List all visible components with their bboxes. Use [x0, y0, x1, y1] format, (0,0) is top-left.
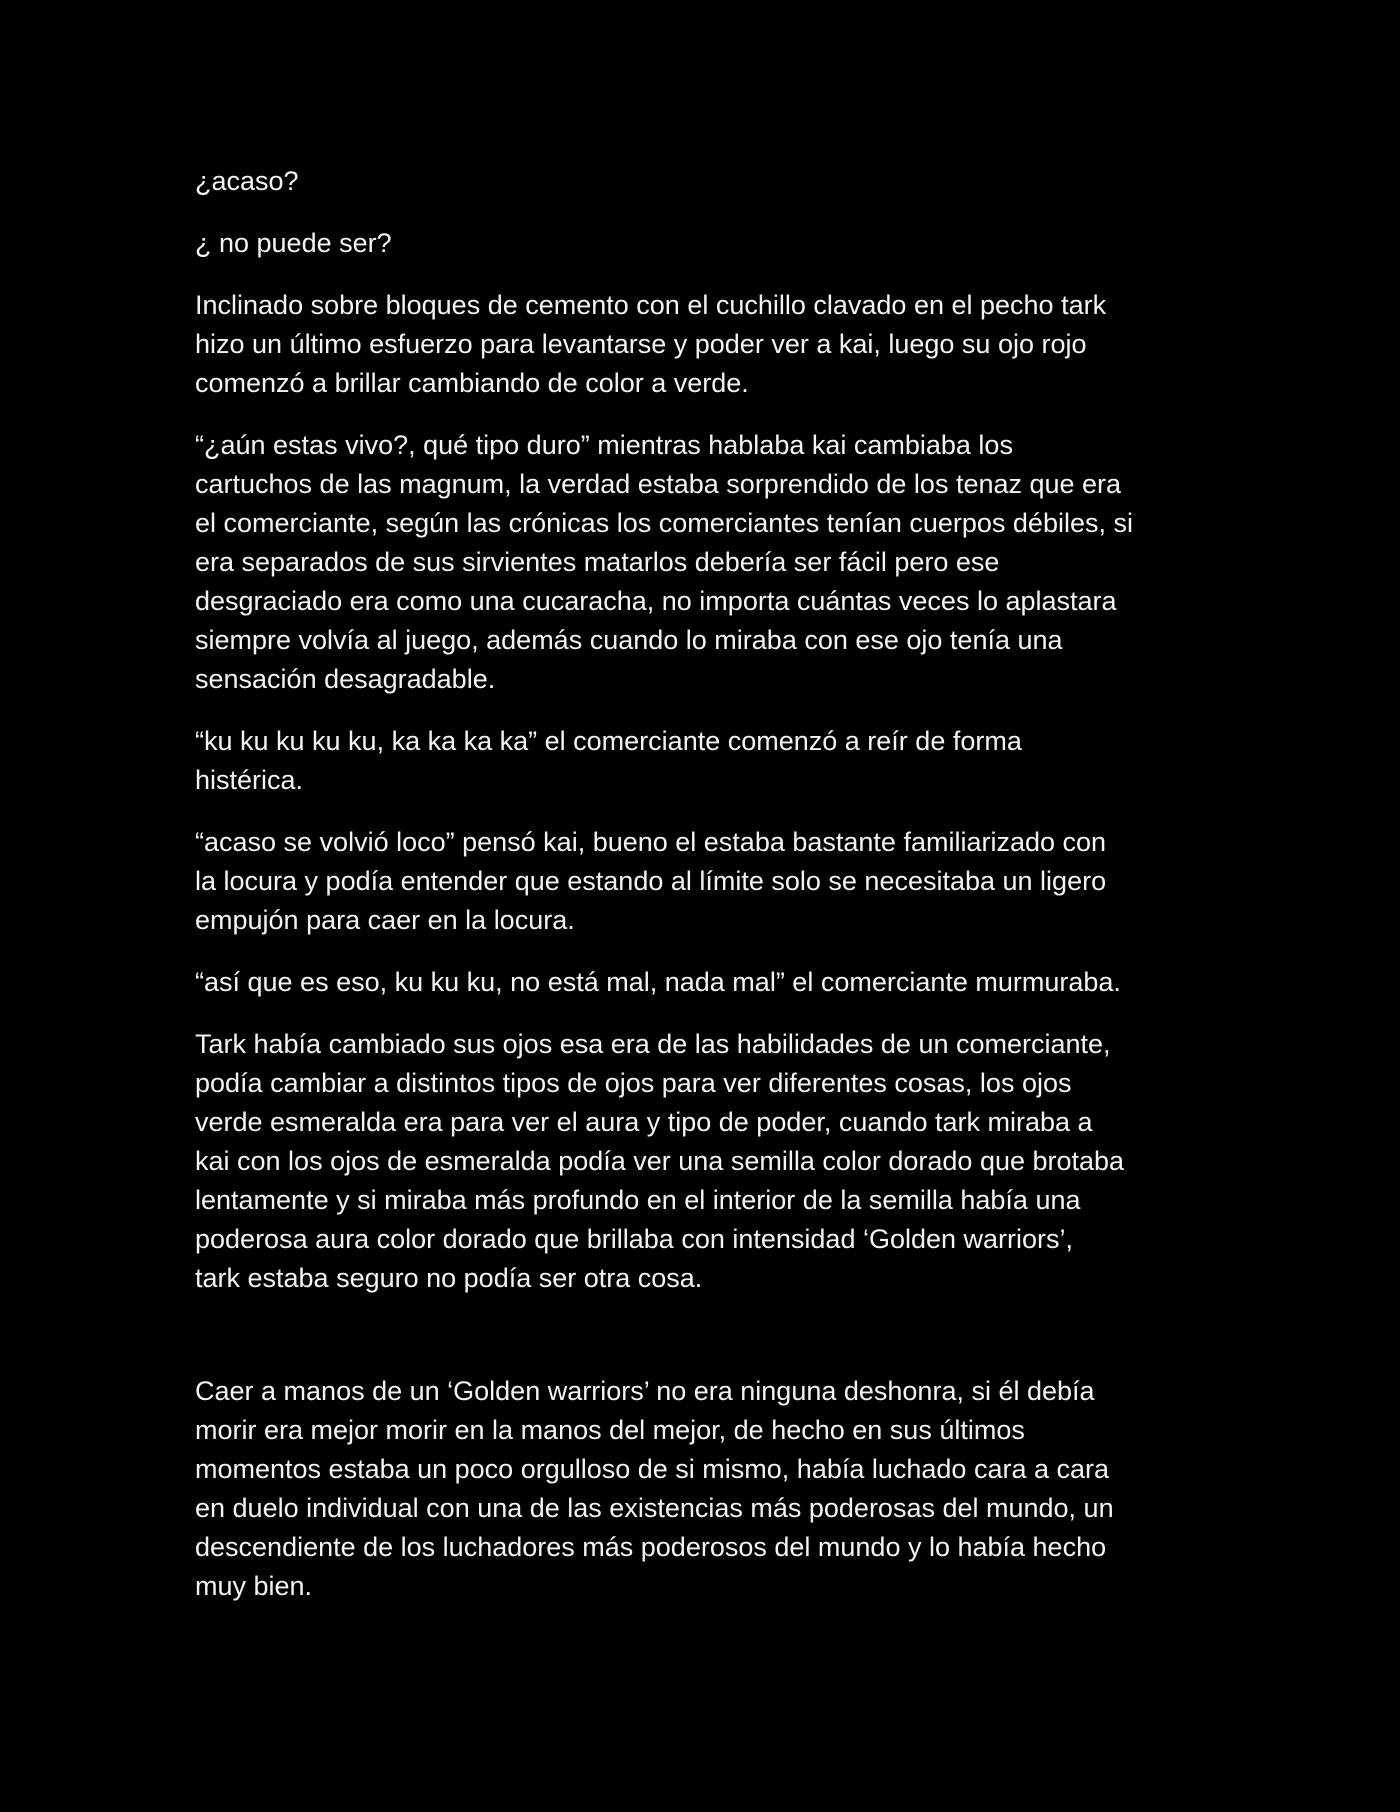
paragraph-caer-a-manos: Caer a manos de un ‘Golden warriors’ no era ninguna deshonra, si él debía morir era mejor morir en la manos del mejor, de hecho en sus últimos momentos estaba un poco orgulloso de si mismo, había luchado cara a cara en duelo individual con una de las existencias más poderosas del mundo, un descendiente de los luchadores más poderosos del mundo y lo había hecho muy bien.: [195, 1376, 1114, 1601]
paragraph-asi-que-es-eso: “así que es eso, ku ku ku, no está mal, nada mal” el comerciante murmuraba.: [195, 967, 1121, 997]
paragraph-no-puede-ser: ¿ no puede ser?: [195, 228, 392, 258]
paragraph-aun-estas-vivo: “¿aún estas vivo?, qué tipo duro” mientras hablaba kai cambiaba los cartuchos de las magnum, la verdad estaba sorprendido de los tenaz que era el comerciante, según las crónicas los comerciantes tenían cuerpos débiles, si era separados de sus sirvientes matarlos debería ser fácil pero ese desgraciado era como una cucaracha, no importa cuántas veces lo aplastara siempre volvía al juego, además cuando lo miraba con ese ojo tenía una sensación desagradable.: [195, 430, 1133, 694]
paragraph-inclinado: Inclinado sobre bloques de cemento con el cuchillo clavado en el pecho tark hizo un último esfuerzo para levantarse y poder ver a kai, luego su ojo rojo comenzó a brillar cambiando de color a verde.: [195, 290, 1107, 398]
story-text: [195, 162, 1225, 1629]
paragraph-tark-habia-cambiado: Tark había cambiado sus ojos esa era de las habilidades de un comerciante, podía cambiar a distintos tipos de ojos para ver diferentes cosas, los ojos verde esmeralda era para ver el aura y tipo de poder, cuando tark miraba a kai con los ojos de esmeralda podía ver una semilla color dorado que brotaba lentamente y si miraba más profundo en el interior de la semilla había una poderosa aura color dorado que brillaba con intensidad ‘Golden warriors’, tark estaba seguro no podía ser otra cosa.: [195, 1029, 1125, 1293]
paragraph-ku-ku-ku: “ku ku ku ku ku, ka ka ka ka” el comerciante comenzó a reír de forma histérica.: [195, 726, 1022, 795]
paragraph-acaso-se-volvio-loco: “acaso se volvió loco” pensó kai, bueno el estaba bastante familiarizado con la locura y podía entender que estando al límite solo se necesitaba un ligero empujón para caer en la locura.: [195, 827, 1107, 935]
paragraph-acaso: ¿acaso?: [195, 166, 299, 196]
